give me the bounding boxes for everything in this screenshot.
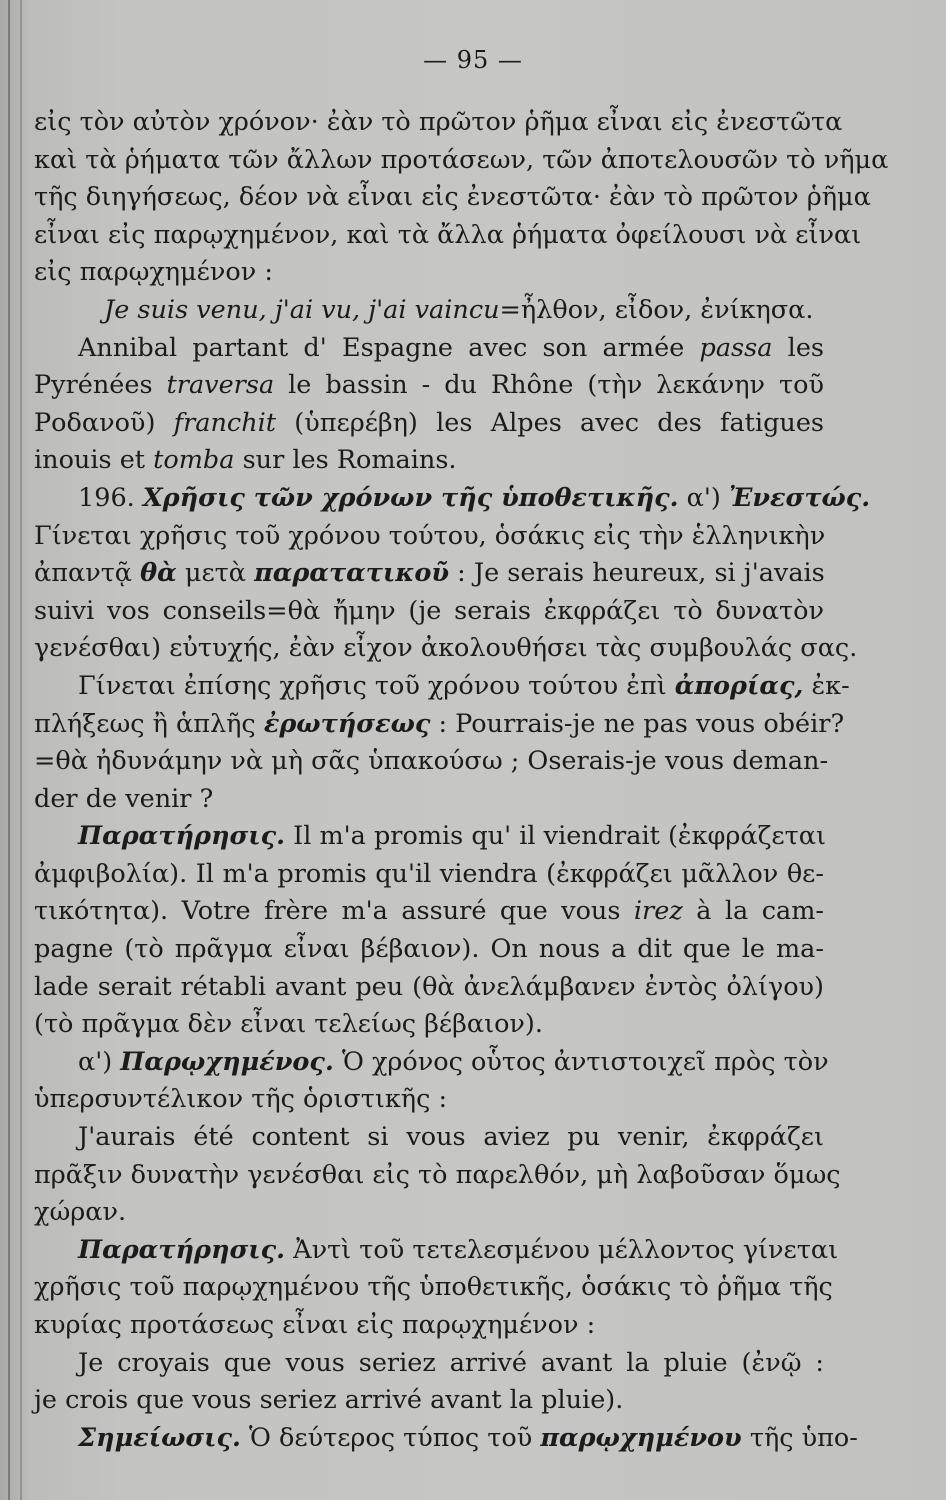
text-line xyxy=(34,1119,824,1157)
body-text xyxy=(34,104,889,1457)
text-segment: γενέσθαι) εὐτυχής, ἐὰν εἶχον ἀκολουθήσει τὰς συμβουλάς σας. xyxy=(34,633,858,664)
emphasis-text: Χρῆσις τῶν χρόνων τῆς ὑποθετικῆς. xyxy=(142,482,679,513)
text-line xyxy=(34,405,824,443)
text-segment: Ἀντὶ τοῦ τετελεσμένου μέλλοντος γίνεται xyxy=(285,1234,839,1265)
text-line xyxy=(34,480,871,518)
text-segment: =ἦλθον, εἶδον, ἐνίκησα. xyxy=(499,294,814,325)
text-line xyxy=(34,1345,824,1383)
text-line xyxy=(34,555,824,593)
text-segment: χώραν. xyxy=(34,1197,127,1228)
text-line xyxy=(34,1081,824,1119)
text-line xyxy=(34,931,824,969)
text-segment: Annibal partant d' Espagne avec son armée xyxy=(78,332,700,363)
emphasis-text: passa xyxy=(699,332,773,363)
text-line xyxy=(34,969,824,1007)
text-segment: Ὁ χρόνος οὗτος ἀντιστοιχεῖ πρὸς τὸν xyxy=(333,1046,829,1077)
text-segment: Γίνεται χρῆσις τοῦ χρόνου τούτου, ὁσάκις εἰς τὴν ἑλληνικὴν xyxy=(34,520,826,551)
text-segment: α') xyxy=(678,482,729,513)
emphasis-text: παρῳχημένου xyxy=(540,1422,742,1453)
text-segment: τῆς διηγήσεως, δέον νὰ εἶναι εἰς ἐνεστῶτα· ἐὰν τὸ πρῶτον ῥῆμα xyxy=(34,182,871,213)
text-line xyxy=(34,1307,824,1345)
emphasis-text: tomba xyxy=(153,445,235,476)
text-line xyxy=(34,630,858,668)
text-line xyxy=(34,518,824,556)
text-segment: je crois que vous seriez arrivé avant la pluie). xyxy=(34,1385,624,1416)
text-segment: Γίνεται ἐπίσης χρῆσις τοῦ χρόνου τούτου ἐπὶ xyxy=(78,670,675,701)
text-line xyxy=(34,743,829,781)
text-segment: lade serait rétabli avant peu (θὰ ἀνελάμβανεν ἐντὸς ὀλίγου) xyxy=(34,971,824,1002)
text-segment: καὶ τὰ ῥήματα τῶν ἄλλων προτάσεων, τῶν ἀποτελουσῶν τὸ νῆμα xyxy=(34,144,889,175)
text-segment: ἀπαντᾷ xyxy=(34,558,141,589)
emphasis-text: παρατατικοῦ xyxy=(254,558,450,589)
text-segment: les xyxy=(772,332,824,363)
text-segment: εἰς παρῳχημένον : xyxy=(34,257,273,288)
text-segment: πλήξεως ἢ ἁπλῆς xyxy=(34,708,264,739)
emphasis-text: ἀπορίας, xyxy=(674,670,804,701)
text-line xyxy=(34,330,824,368)
text-line xyxy=(34,1382,824,1420)
emphasis-text: Je suis venu, j'ai vu, j'ai vaincu xyxy=(104,294,500,325)
emphasis-text: Παρατήρησις. xyxy=(78,1234,286,1265)
text-line xyxy=(34,367,824,405)
text-line xyxy=(34,856,824,894)
text-line xyxy=(34,442,824,480)
binding-edge xyxy=(8,0,10,1500)
page-number: — 95 — xyxy=(423,46,523,74)
text-line xyxy=(34,179,871,217)
text-segment: J'aurais été content si vous aviez pu venir, ἐκφράζει xyxy=(78,1122,824,1153)
emphasis-text: irez xyxy=(633,896,683,927)
text-line xyxy=(34,593,824,631)
text-line xyxy=(34,292,824,330)
text-segment: κυρίας προτάσεως εἶναι εἰς παρῳχημένον : xyxy=(34,1310,596,1340)
text-line xyxy=(34,1194,824,1232)
text-segment: τῆς ὑπο- xyxy=(741,1422,858,1453)
text-segment: Il m'a promis qu' il viendrait (ἐκφράζεται xyxy=(285,821,826,852)
text-line xyxy=(34,668,850,706)
text-segment: inouis et xyxy=(34,445,154,476)
text-segment: ἐκ- xyxy=(803,670,850,701)
text-segment: pagne (τὸ πρᾶγμα εἶναι βέβαιον). On nous a dit que le ma- xyxy=(34,934,824,965)
text-line xyxy=(34,1269,833,1307)
text-line xyxy=(34,1044,829,1082)
text-line xyxy=(34,1006,824,1044)
text-segment: τικότητα). Votre frère m'a assuré que vous xyxy=(34,896,634,927)
emphasis-text: Σημείωσις. xyxy=(78,1422,241,1453)
emphasis-text: ἐρωτήσεως xyxy=(263,708,431,739)
text-segment: à la cam- xyxy=(682,896,824,927)
text-segment: Ὁ δεύτερος τύπος τοῦ xyxy=(240,1422,541,1453)
text-segment: χρῆσις τοῦ παρῳχημένου τῆς ὑποθετικῆς, ὁσάκις τὸ ῥῆμα τῆς xyxy=(34,1272,833,1303)
text-line xyxy=(34,142,889,180)
text-line xyxy=(34,104,843,142)
text-segment: le bassin - du Rhône (τὴν λεκάνην τοῦ xyxy=(274,370,824,401)
text-line xyxy=(34,818,824,856)
text-segment: εἰς τὸν αὐτὸν χρόνον· ἐὰν τὸ πρῶτον ῥῆμα εἶναι εἰς ἐνεστῶτα xyxy=(34,107,843,137)
text-segment: Je croyais que vous seriez arrivé avant la pluie (ἐνῷ : xyxy=(78,1347,824,1378)
text-segment: εἶναι εἰς παρῳχημένον, καὶ τὰ ἄλλα ῥήματα ὀφείλουσι νὰ εἶναι xyxy=(34,219,862,250)
text-segment: Pyrénées xyxy=(34,370,167,401)
text-segment: (ὑπερέβη) les Alpes avec des fatigues xyxy=(276,407,825,438)
text-segment: suivi vos conseils=θὰ ἤμην (je serais ἐκφράζει τὸ δυνατὸν xyxy=(34,595,824,626)
text-segment: α') xyxy=(78,1046,121,1077)
text-line xyxy=(34,1232,839,1270)
text-segment: Ροδανοῦ) xyxy=(34,407,174,438)
text-segment: sur les Romains. xyxy=(234,445,457,476)
text-segment: =θὰ ἠδυνάμην νὰ μὴ σᾶς ὑπακούσω ; Oserais-je vous deman- xyxy=(34,746,829,777)
text-segment: : Pourrais-je ne pas vous obéir? xyxy=(430,708,845,739)
text-line xyxy=(34,1420,858,1458)
text-segment: πρᾶξιν δυνατὴν γενέσθαι εἰς τὸ παρελθόν, μὴ λαβοῦσαν ὅμως xyxy=(34,1159,841,1190)
text-segment: 196. xyxy=(78,482,143,513)
text-segment: (τὸ πρᾶγμα δὲν εἶναι τελείως βέβαιον). xyxy=(34,1009,543,1040)
text-line xyxy=(34,781,824,819)
emphasis-text: Ἐνεστώς. xyxy=(728,482,871,513)
text-segment: μετὰ xyxy=(176,558,255,589)
emphasis-text: Παρατήρησις. xyxy=(78,821,286,852)
emphasis-text: franchit xyxy=(173,407,277,438)
text-segment: ὑπερσυντέλικον τῆς ὁριστικῆς : xyxy=(34,1084,448,1115)
text-line xyxy=(34,893,824,931)
text-line xyxy=(34,1157,841,1195)
binding-edge-shadow xyxy=(20,0,22,1500)
emphasis-text: θὰ xyxy=(140,558,177,589)
text-segment: ἀμφιβολία). Il m'a promis qu'il viendra (ἐκφράζει μᾶλλον θε- xyxy=(34,858,824,889)
text-line xyxy=(34,254,824,292)
text-line xyxy=(34,706,845,744)
emphasis-text: traversa xyxy=(166,370,275,401)
text-line xyxy=(34,217,862,255)
text-segment: der de venir ? xyxy=(34,783,214,814)
emphasis-text: Παρῳχημένος. xyxy=(120,1046,334,1077)
text-segment: : Je serais heureux, si j'avais xyxy=(449,558,825,589)
